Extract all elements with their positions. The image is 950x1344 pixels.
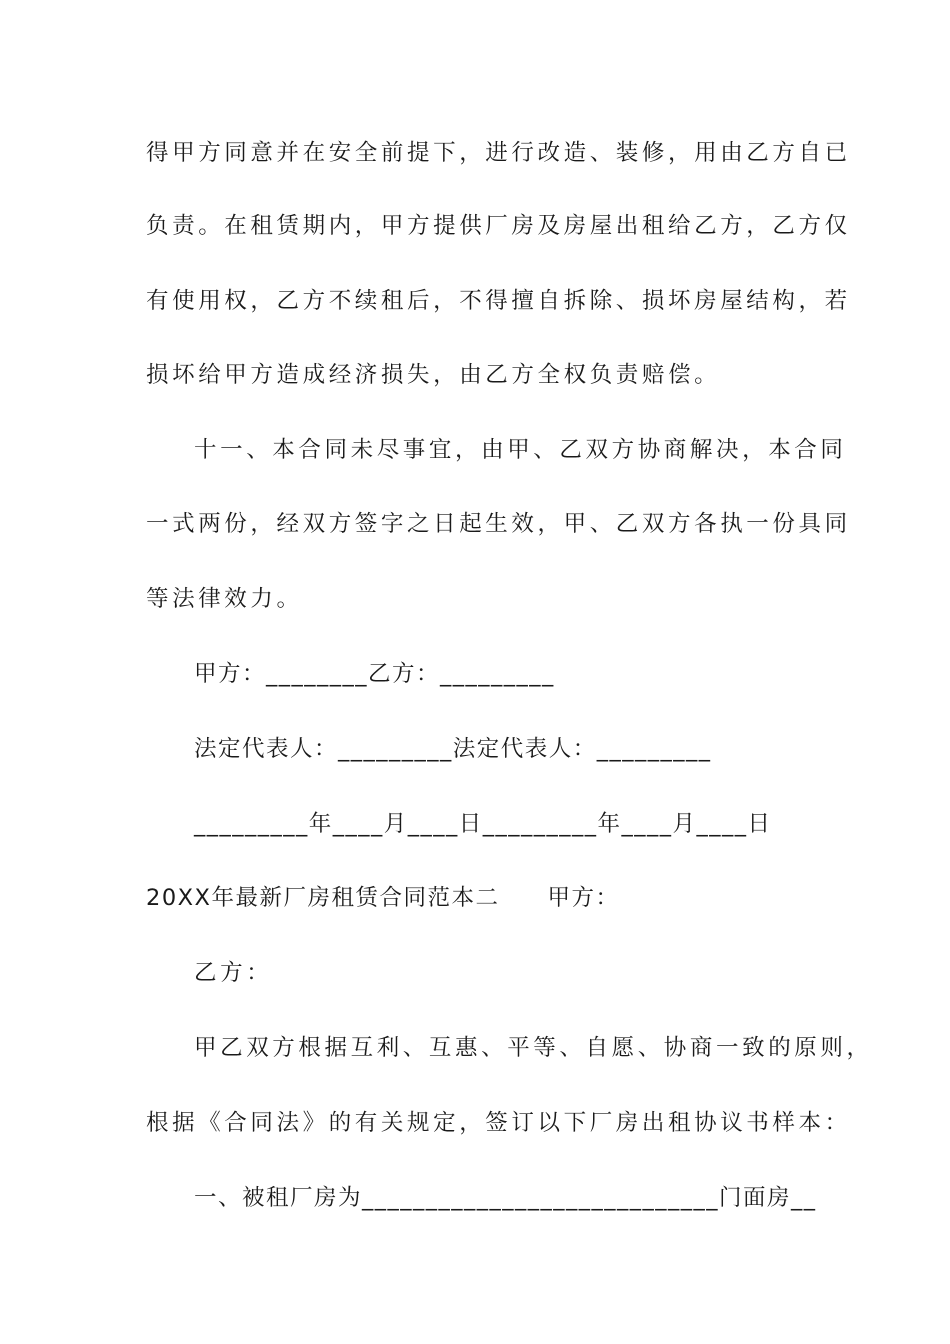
party-b-line: 乙方： <box>194 960 273 986</box>
paragraph-line: 等法律效力。 <box>146 586 303 612</box>
date-line: _________年____月____日_________年____月____日 <box>194 811 772 837</box>
paragraph-line: 得甲方同意并在安全前提下，进行改造、装修，用由乙方自已 <box>146 140 851 166</box>
signature-parties-line: 甲方：________乙方：_________ <box>194 661 555 687</box>
paragraph-line: 根据《合同法》的有关规定，签订以下厂房出租协议书样本： <box>146 1110 851 1136</box>
paragraph-line: 有使用权，乙方不续租后，不得擅自拆除、损坏房屋结构，若 <box>146 288 851 314</box>
paragraph-line: 损坏给甲方造成经济损失，由乙方全权负责赔偿。 <box>146 362 721 388</box>
paragraph-line: 一式两份，经双方签字之日起生效，甲、乙双方各执一份具同 <box>146 511 851 537</box>
contract-two-heading: 20XX年最新厂房租赁合同范本二 甲方： <box>146 885 620 911</box>
paragraph-line: 负责。在租赁期内，甲方提供厂房及房屋出租给乙方，乙方仅 <box>146 213 851 239</box>
clause-one-line: 一、被租厂房为____________________________门面房__ <box>194 1185 817 1211</box>
paragraph-line: 甲乙双方根据互利、互惠、平等、自愿、协商一致的原则， <box>194 1035 873 1061</box>
clause-eleven-line: 十一、本合同未尽事宜，由甲、乙双方协商解决，本合同 <box>194 437 847 463</box>
legal-representative-line: 法定代表人：_________法定代表人：_________ <box>194 736 712 762</box>
